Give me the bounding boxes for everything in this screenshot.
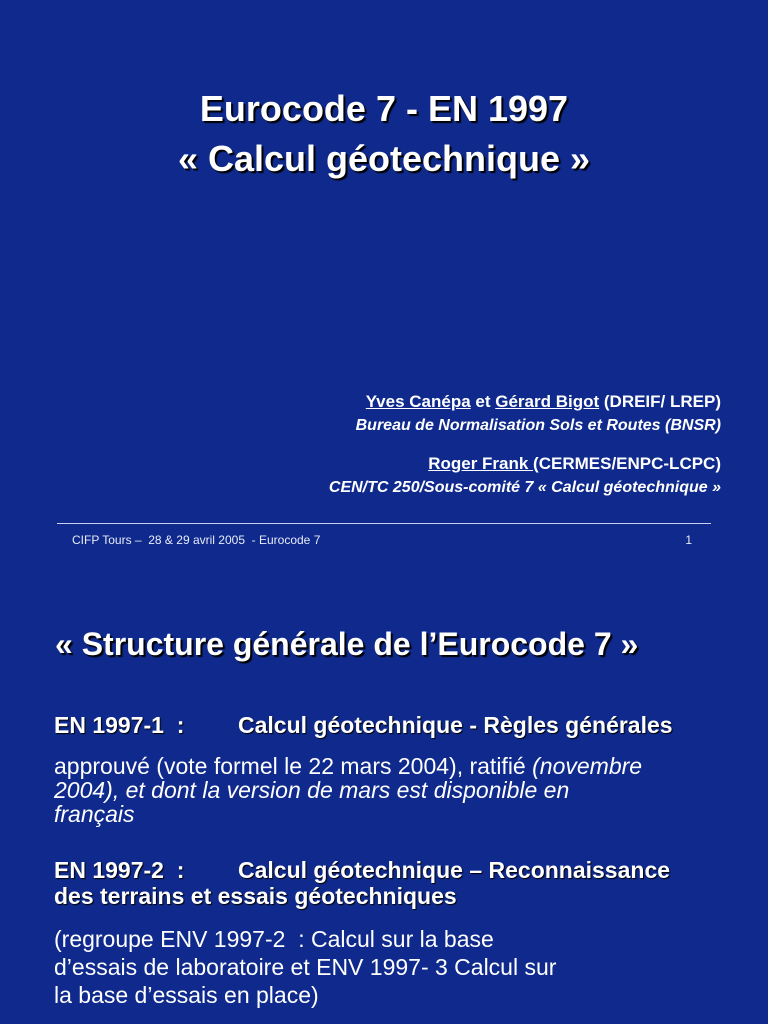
- authors-line-1: [329, 390, 721, 414]
- slide-2-title: « Structure générale de l’Eurocode 7 »: [55, 626, 639, 662]
- part2-note-line-3: la base d’essais en place): [54, 982, 319, 1008]
- author-bigot: Gérard Bigot: [495, 392, 600, 411]
- organization-bnsr: Bureau de Normalisation Sols et Routes (BNSR): [355, 417, 721, 434]
- part2-note: [54, 925, 556, 1009]
- title-line-2: « Calcul géotechnique »: [177, 138, 591, 179]
- affiliation-dreif: (DREIF/ LREP): [599, 392, 721, 411]
- footer-divider: [57, 523, 711, 524]
- page-number: 1: [685, 533, 692, 547]
- part1-status-italic-3: français: [54, 801, 135, 827]
- authors-block: [329, 390, 721, 500]
- part2-note-line-1: (regroupe ENV 1997-2 : Calcul sur la base: [54, 926, 494, 952]
- part2-title-line-1: Calcul géotechnique – Reconnaissance: [238, 857, 671, 883]
- part2-code: EN 1997-2 :: [54, 857, 185, 883]
- part2-title-line-2: des terrains et essais géotechniques: [54, 883, 457, 909]
- part2-note-line-2: d’essais de laboratoire et ENV 1997- 3 Calcul sur: [54, 954, 557, 980]
- part1-code: EN 1997-1 :: [54, 712, 185, 738]
- footer-text: CIFP Tours – 28 & 29 avril 2005 - Eurocode 7: [72, 533, 321, 547]
- part2-heading: [54, 857, 670, 909]
- authors-line-2: [329, 452, 721, 476]
- slide-2: [0, 560, 768, 1024]
- part1-status-italic-1: (novembre: [532, 753, 643, 779]
- author-conjunction: et: [470, 392, 496, 411]
- author-canepa: Yves Canépa: [365, 392, 471, 411]
- organization-cen-tc250: CEN/TC 250/Sous-comité 7 « Calcul géotechnique »: [328, 479, 721, 496]
- affiliation-cermes: (CERMES/ENPC-LCPC): [533, 454, 721, 473]
- part1-status: [54, 754, 642, 826]
- part1-heading: [54, 712, 673, 738]
- slide-footer: [72, 532, 692, 548]
- slide-1-title: [0, 84, 768, 184]
- part1-status-plain: approuvé (vote formel le 22 mars 2004), ratifié: [54, 753, 533, 779]
- author-frank: Roger Frank: [428, 454, 534, 473]
- part1-status-italic-2: 2004), et dont la version de mars est disponible en: [54, 777, 570, 803]
- part1-title: Calcul géotechnique - Règles générales: [238, 712, 673, 738]
- title-line-1: Eurocode 7 - EN 1997: [199, 88, 569, 129]
